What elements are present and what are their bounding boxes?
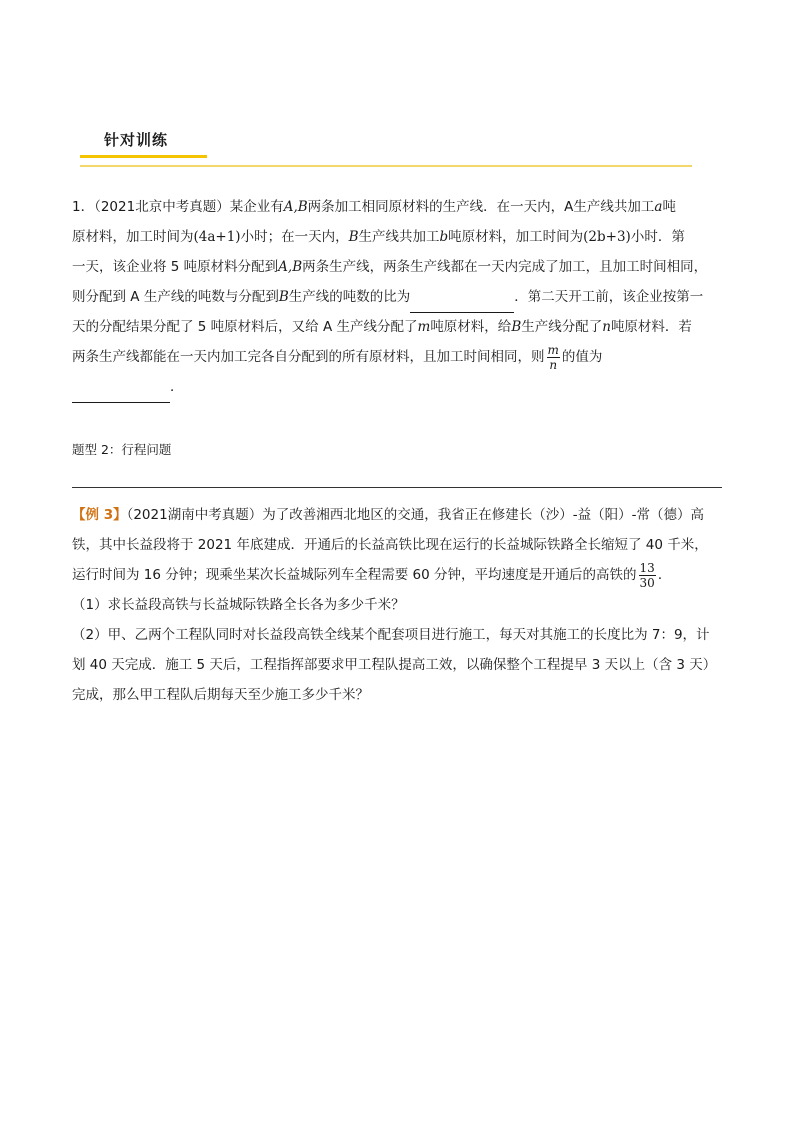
subquestion-2-line-2: 划 40 天完成．施工 5 天后，工程指挥部要求甲工程队提高工效，以确保整个工程提早 3 天以上（含 3 天） <box>72 657 717 673</box>
question-1 <box>72 192 722 402</box>
q1-line-3: 一天，该企业将 5 吨原材料分配到A,B两条生产线，两条生产线都在一天内完成了加工，且加工时间相同， <box>72 259 708 275</box>
q1-line-4: 则分配到 A 生产线的吨数与分配到B生产线的吨数的比为 ．第二天开工前，该企业按第一 <box>72 282 722 312</box>
title-underline <box>80 155 207 158</box>
example-3 <box>72 500 722 710</box>
header-divider <box>80 165 692 167</box>
subquestion-2-line-3: 完成，那么甲工程队后期每天至少施工多少千米？ <box>72 687 369 703</box>
q1-line-5: 天的分配结果分配了 5 吨原材料后，又给 A 生产线分配了m吨原材料，给B生产线分配了n吨原材料．若 <box>72 319 692 335</box>
section-title: 针对训练 <box>104 131 169 149</box>
example-line-3: 运行时间为 16 分钟；现乘坐某次长益城际列车全程需要 60 分钟，平均速度是开通后的高铁的 $\frac{13}{30}$ ． <box>72 560 672 590</box>
q1-line-6: 两条生产线都能在一天内加工完各自分配到的所有原材料，且加工时间相同，则 $\frac{m}{n}$ 的值为 <box>72 342 603 372</box>
q1-line-2: 原材料，加工时间为(4a+1)小时；在一天内，B生产线共加工b吨原材料，加工时间为(2b+3)小时．第 <box>72 229 685 245</box>
q1-line-1: 1．（2021北京中考真题）某企业有A,B两条加工相同原材料的生产线．在一天内，A生产线共加工a吨 <box>72 199 676 215</box>
answer-blank-1[interactable] <box>410 282 514 313</box>
fraction-13-over-30: $\frac{13}{30}$ <box>639 560 655 590</box>
example-tag: 【例 3】 <box>72 507 127 523</box>
answer-blank-2[interactable] <box>72 372 170 403</box>
example-divider <box>72 487 722 488</box>
type-heading: 题型 2：行程问题 <box>72 442 172 457</box>
example-line-2: 铁，其中长益段将于 2021 年底建成．开通后的长益高铁比现在运行的长益城际铁路全长缩短了 40 千米， <box>72 537 708 553</box>
q1-line-7: ． <box>72 372 722 402</box>
fraction-m-over-n: $\frac{m}{n}$ <box>547 342 559 372</box>
example-line-1: 【例 3】（2021湖南中考真题）为了改善湘西北地区的交通，我省正在修建长（沙）-益（阳）-常（德）高 <box>72 507 704 523</box>
subquestion-2-line-1: （2）甲、乙两个工程队同时对长益段高铁全线某个配套项目进行施工，每天对其施工的长度比为 7：9，计 <box>72 627 710 643</box>
subquestion-1: （1）求长益段高铁与长益城际铁路全长各为多少千米？ <box>72 597 405 613</box>
